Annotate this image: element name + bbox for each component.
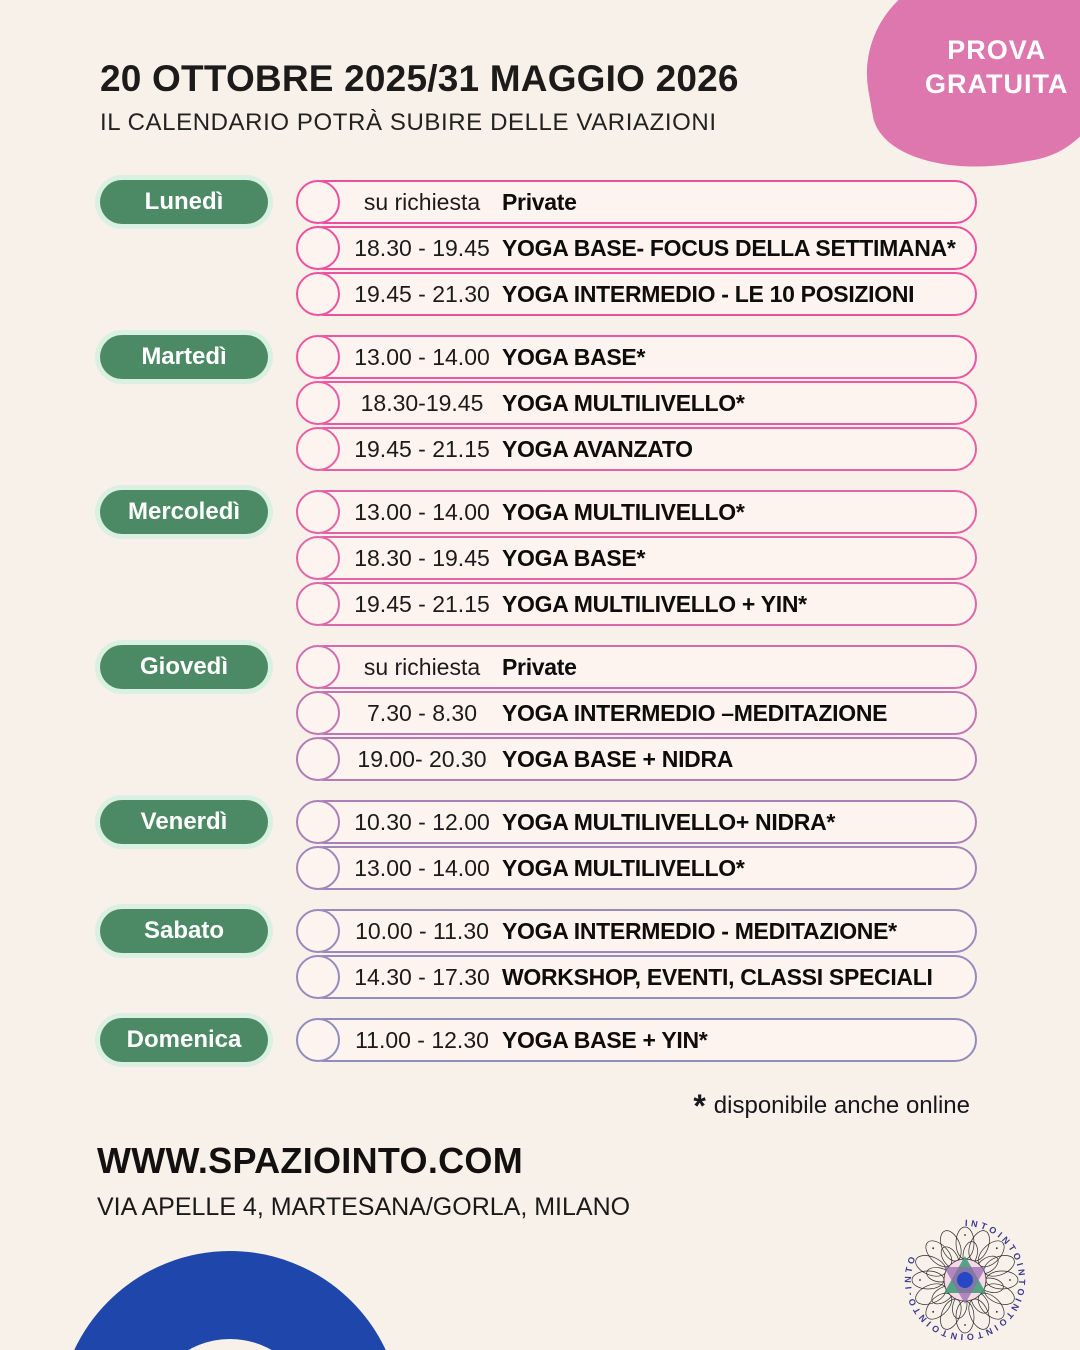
day-rows	[302, 335, 977, 471]
schedule	[100, 180, 977, 1062]
day-group-venerdì	[100, 800, 977, 890]
logo-ring-text: INTOINTOINTOINTOINTOINTOINTO-INTO	[902, 1217, 1028, 1343]
slot-time: 10.30 - 12.00	[354, 808, 490, 835]
badge-line2: GRATUITA	[925, 69, 1069, 100]
slot-time: su richiesta	[363, 188, 481, 215]
day-rows	[302, 490, 977, 626]
slot-circle-icon	[296, 335, 340, 379]
slot-time: 13.00 - 14.00	[354, 343, 490, 370]
day-group-sabato	[100, 909, 977, 999]
class-slot-row	[302, 737, 977, 781]
slot-circle-icon	[296, 582, 340, 626]
class-slot-row	[302, 427, 977, 471]
slot-circle-icon	[296, 1018, 340, 1062]
page-subtitle: IL CALENDARIO POTRÀ SUBIRE DELLE VARIAZIONI	[100, 109, 717, 136]
slot-circle-icon	[296, 737, 340, 781]
day-pill: Domenica	[100, 1018, 268, 1062]
slot-time: 7.30 - 8.30	[367, 699, 477, 726]
slot-circle-icon	[296, 490, 340, 534]
slot-circle-icon	[296, 427, 340, 471]
class-slot-row	[302, 272, 977, 316]
slot-time: 11.00 - 12.30	[355, 1026, 489, 1053]
slot-time: 18.30-19.45	[360, 389, 484, 416]
slot-time: 19.45 - 21.15	[354, 435, 490, 462]
slot-circle-icon	[296, 381, 340, 425]
day-pill: Giovedì	[100, 645, 268, 689]
day-rows	[302, 800, 977, 890]
asterisk-icon: *	[693, 1088, 706, 1124]
slot-class-name: YOGA BASE*	[502, 544, 646, 571]
day-pill: Lunedì	[100, 180, 268, 224]
slot-class-name: YOGA BASE*	[502, 343, 646, 370]
slot-circle-icon	[296, 536, 340, 580]
free-trial-badge	[851, 0, 1080, 186]
page-title: 20 OTTOBRE 2025/31 MAGGIO 2026	[100, 58, 739, 99]
slot-class-name: YOGA MULTILIVELLO+ NIDRA*	[502, 808, 836, 835]
slot-circle-icon	[296, 955, 340, 999]
class-slot-row	[302, 335, 977, 379]
slot-time: 19.45 - 21.15	[354, 590, 490, 617]
slot-time: 18.30 - 19.45	[354, 234, 490, 261]
slot-time: 14.30 - 17.30	[354, 963, 490, 990]
slot-circle-icon	[296, 800, 340, 844]
day-group-martedì	[100, 335, 977, 471]
slot-class-name: YOGA BASE + NIDRA	[502, 745, 734, 772]
class-slot-row	[302, 691, 977, 735]
slot-class-name: YOGA MULTILIVELLO*	[502, 389, 745, 416]
slot-class-name: YOGA MULTILIVELLO*	[502, 498, 745, 525]
blue-arch-decoration	[25, 1238, 425, 1350]
day-pill: Martedì	[100, 335, 268, 379]
class-slot-row	[302, 490, 977, 534]
slot-circle-icon	[296, 645, 340, 689]
slot-time: 13.00 - 14.00	[354, 498, 490, 525]
slot-circle-icon	[296, 691, 340, 735]
slot-class-name: YOGA BASE- FOCUS DELLA SETTIMANA*	[502, 234, 956, 261]
class-slot-row	[302, 645, 977, 689]
day-pill: Venerdì	[100, 800, 268, 844]
class-slot-row	[302, 846, 977, 890]
slot-time: 19.00- 20.30	[357, 745, 487, 772]
class-slot-row	[302, 909, 977, 953]
slot-circle-icon	[296, 846, 340, 890]
slot-time: 10.00 - 11.30	[355, 917, 489, 944]
slot-class-name: YOGA BASE + YIN*	[502, 1026, 708, 1053]
day-group-giovedì	[100, 645, 977, 781]
footnote-text: disponibile anche online	[713, 1092, 970, 1119]
slot-time: 13.00 - 14.00	[354, 854, 490, 881]
logo-center-dot	[957, 1272, 973, 1288]
studio-logo-mandala	[898, 1213, 1032, 1347]
slot-class-name: WORKSHOP, EVENTI, CLASSI SPECIALI	[502, 963, 933, 990]
slot-time: 19.45 - 21.30	[354, 280, 490, 307]
day-rows	[302, 909, 977, 999]
slot-class-name: Private	[502, 188, 577, 215]
class-slot-row	[302, 536, 977, 580]
class-slot-row	[302, 955, 977, 999]
slot-time: su richiesta	[363, 653, 481, 680]
free-trial-badge-text	[925, 34, 1068, 102]
class-slot-row	[302, 1018, 977, 1062]
slot-class-name: YOGA INTERMEDIO –MEDITAZIONE	[502, 699, 888, 726]
day-rows	[302, 180, 977, 316]
day-rows	[302, 1018, 977, 1062]
day-group-domenica	[100, 1018, 977, 1062]
slot-circle-icon	[296, 272, 340, 316]
header	[100, 58, 739, 137]
class-slot-row	[302, 226, 977, 270]
class-slot-row	[302, 381, 977, 425]
slot-circle-icon	[296, 226, 340, 270]
website-url: WWW.SPAZIOINTO.COM	[97, 1140, 524, 1181]
class-slot-row	[302, 582, 977, 626]
day-pill: Mercoledì	[100, 490, 268, 534]
slot-class-name: YOGA INTERMEDIO - LE 10 POSIZIONI	[502, 280, 915, 307]
slot-class-name: Private	[502, 653, 577, 680]
footnote	[693, 1090, 970, 1122]
slot-class-name: YOGA INTERMEDIO - MEDITAZIONE*	[502, 917, 897, 944]
slot-class-name: YOGA MULTILIVELLO*	[502, 854, 745, 881]
slot-class-name: YOGA MULTILIVELLO + YIN*	[502, 590, 807, 617]
badge-line1: PROVA	[947, 35, 1047, 66]
street-address: VIA APELLE 4, MARTESANA/GORLA, MILANO	[97, 1193, 631, 1221]
day-group-lunedì	[100, 180, 977, 316]
class-slot-row	[302, 180, 977, 224]
day-group-mercoledì	[100, 490, 977, 626]
slot-class-name: YOGA AVANZATO	[502, 435, 693, 462]
slot-time: 18.30 - 19.45	[354, 544, 490, 571]
slot-circle-icon	[296, 909, 340, 953]
class-slot-row	[302, 800, 977, 844]
day-rows	[302, 645, 977, 781]
slot-circle-icon	[296, 180, 340, 224]
day-pill: Sabato	[100, 909, 268, 953]
